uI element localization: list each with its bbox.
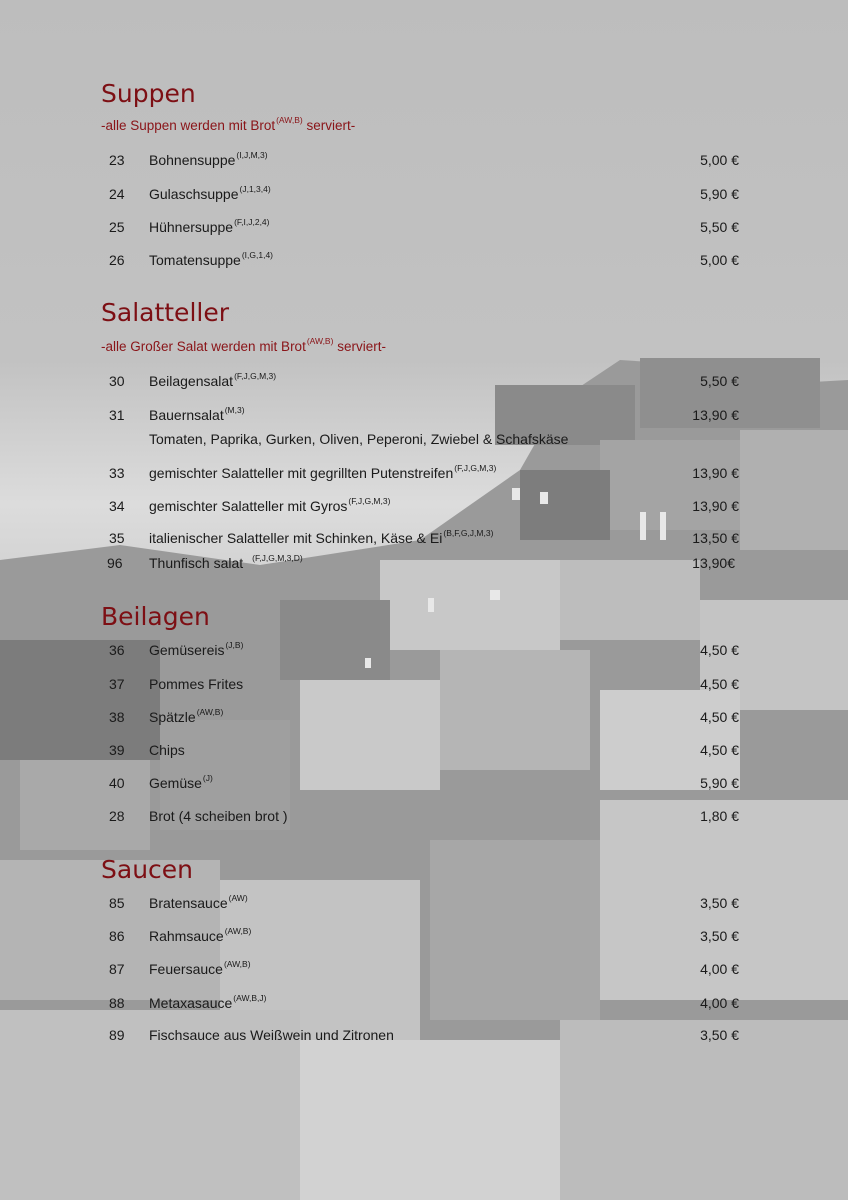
- item-name: Gemüsereis$^{(J,B)}$: [149, 640, 244, 658]
- item-allergens: (AW,B): [223, 959, 251, 969]
- item-name: italienischer Salatteller mit Schinken, Käse & $Ei^{(B,F,G,J,M,3)}$: [149, 528, 494, 546]
- item-name: Rahmsauce$^{(AW,B)}$: [149, 926, 252, 944]
- item-name: Spätzle$^{(AW,B)}$: [149, 707, 224, 725]
- item-allergens: (I,G,1,4): [241, 250, 274, 260]
- menu-item: [0, 1025, 848, 1045]
- item-price: 4,50 €: [700, 709, 739, 725]
- item-allergens: (F,J,G,M,3): [348, 496, 391, 506]
- item-name: Gemüse$^{(J)}$: [149, 773, 213, 791]
- item-price: 5,50 €: [700, 373, 739, 389]
- item-number: 36: [109, 642, 125, 658]
- section-note-salatteller: -alle Großer Salat werden mit Brot$^{(AW,B)}$ serviert-: [101, 336, 386, 354]
- item-number: 34: [109, 498, 125, 514]
- section-title-saucen: Saucen: [101, 855, 194, 884]
- item-number: 37: [109, 676, 125, 692]
- item-name: gemischter Salatteller mit Gyros$^{(F,J,G,M,3)}$: [149, 496, 391, 514]
- item-name: Tomatensuppe$^{(I,G,1,4)}$: [149, 250, 274, 268]
- item-price: 3,50 €: [700, 1027, 739, 1043]
- item-price: 13,90 €: [692, 465, 739, 481]
- item-allergens: (F,J,G,M,3): [234, 371, 277, 381]
- item-name: Hühnersuppe$^{(F,I,J,2,4)}$: [149, 217, 270, 235]
- item-number: 39: [109, 742, 125, 758]
- item-allergens: (J): [202, 773, 213, 783]
- item-allergens: (J,B): [225, 640, 244, 650]
- item-allergens: (F,J,G,M,3,D): [252, 553, 303, 563]
- item-number: 86: [109, 928, 125, 944]
- menu-item: [0, 217, 848, 237]
- item-allergens: (F,I,J,2,4): [234, 217, 270, 227]
- item-allergens: (M,3): [224, 405, 245, 415]
- item-price: 5,90 €: [700, 186, 739, 202]
- section-title-beilagen: Beilagen: [101, 602, 210, 631]
- menu-item: [0, 463, 848, 483]
- item-name: Brot (4 scheiben brot ): [149, 808, 288, 824]
- item-price: 5,90 €: [700, 775, 739, 791]
- item-price: 13,90 €: [692, 407, 739, 423]
- menu-item: [0, 184, 848, 204]
- item-number: 88: [109, 995, 125, 1011]
- item-name: Pommes Frites: [149, 676, 244, 692]
- item-name: Bohnensuppe$^{(I,J,M,3)}$: [149, 150, 268, 168]
- item-price: 4,50 €: [700, 742, 739, 758]
- item-allergens: (AW,B): [224, 926, 252, 936]
- item-number: 87: [109, 961, 125, 977]
- item-price: 3,50 €: [700, 895, 739, 911]
- section-title-salatteller: Salatteller: [101, 298, 229, 327]
- item-allergens: (AW): [228, 893, 248, 903]
- item-number: 30: [109, 373, 125, 389]
- item-name: Thunfisch salat $^{(F,J,G,M,3,D)}$: [149, 553, 303, 571]
- item-allergens: (I,J,M,3): [236, 150, 268, 160]
- item-name: Metaxasauce$^{(AW,B,J)}$: [149, 993, 267, 1011]
- menu-item: [0, 496, 848, 516]
- item-price: 4,00 €: [700, 961, 739, 977]
- item-name: Bratensauce$^{(AW)}$: [149, 893, 248, 911]
- item-name: Chips: [149, 742, 185, 758]
- item-number: 38: [109, 709, 125, 725]
- item-number: 31: [109, 407, 125, 423]
- menu-item: [0, 528, 848, 548]
- item-name: Feuersauce$^{(AW,B)}$: [149, 959, 251, 977]
- item-number: 23: [109, 152, 125, 168]
- menu-item: [0, 926, 848, 946]
- menu-item: [0, 640, 848, 660]
- item-price: 4,00 €: [700, 995, 739, 1011]
- item-name: Beilagensalat$^{(F,J,G,M,3)}$: [149, 371, 277, 389]
- item-price: 3,50 €: [700, 928, 739, 944]
- item-price: 5,00 €: [700, 252, 739, 268]
- item-number: 96: [107, 555, 123, 571]
- menu-item: [0, 674, 848, 694]
- menu-item: [0, 150, 848, 170]
- item-allergens: (AW,B): [196, 707, 224, 717]
- menu-item: [0, 740, 848, 760]
- item-name: Fischsauce aus Weißwein und Zitronen: [149, 1027, 394, 1043]
- item-price: 5,00 €: [700, 152, 739, 168]
- menu-item: [0, 959, 848, 979]
- item-number: 28: [109, 808, 125, 824]
- item-number: 26: [109, 252, 125, 268]
- item-price: 13,90€: [692, 555, 735, 571]
- menu-item: [0, 806, 848, 826]
- section-note-suppen: -alle Suppen werden mit Brot$^{(AW,B)}$ serviert-: [101, 115, 356, 133]
- item-allergens: (B,F,G,J,M,3): [443, 528, 494, 538]
- item-number: 40: [109, 775, 125, 791]
- menu-item: [0, 371, 848, 391]
- item-allergens: (J,1,3,4): [239, 184, 271, 194]
- menu-item: [0, 893, 848, 913]
- item-name: gemischter Salatteller mit gegrillten Putenstreifen$^{(F,J,G,M,3)}$: [149, 463, 497, 481]
- menu-item: [0, 707, 848, 727]
- item-price: 4,50 €: [700, 642, 739, 658]
- item-description: Tomaten, Paprika, Gurken, Oliven, Peperoni, Zwiebel & Schafskäse: [149, 431, 569, 447]
- item-allergens: (F,J,G,M,3): [454, 463, 497, 473]
- item-price: 13,50 €: [692, 530, 739, 546]
- item-number: 33: [109, 465, 125, 481]
- section-title-suppen: Suppen: [101, 79, 196, 108]
- item-name: Gulaschsuppe$^{(J,1,3,4)}$: [149, 184, 271, 202]
- item-number: 35: [109, 530, 125, 546]
- item-number: 89: [109, 1027, 125, 1043]
- menu-item: [0, 773, 848, 793]
- menu-item: [0, 250, 848, 270]
- item-number: 85: [109, 895, 125, 911]
- item-price: 5,50 €: [700, 219, 739, 235]
- item-price: 1,80 €: [700, 808, 739, 824]
- item-allergens: (AW,B,J): [233, 993, 267, 1003]
- item-number: 24: [109, 186, 125, 202]
- menu-item: [0, 553, 848, 573]
- item-name: Bauernsalat$^{(M,3)}$: [149, 405, 245, 423]
- item-price: 4,50 €: [700, 676, 739, 692]
- menu-item: [0, 993, 848, 1013]
- item-number: 25: [109, 219, 125, 235]
- menu-item: [0, 405, 848, 447]
- item-price: 13,90 €: [692, 498, 739, 514]
